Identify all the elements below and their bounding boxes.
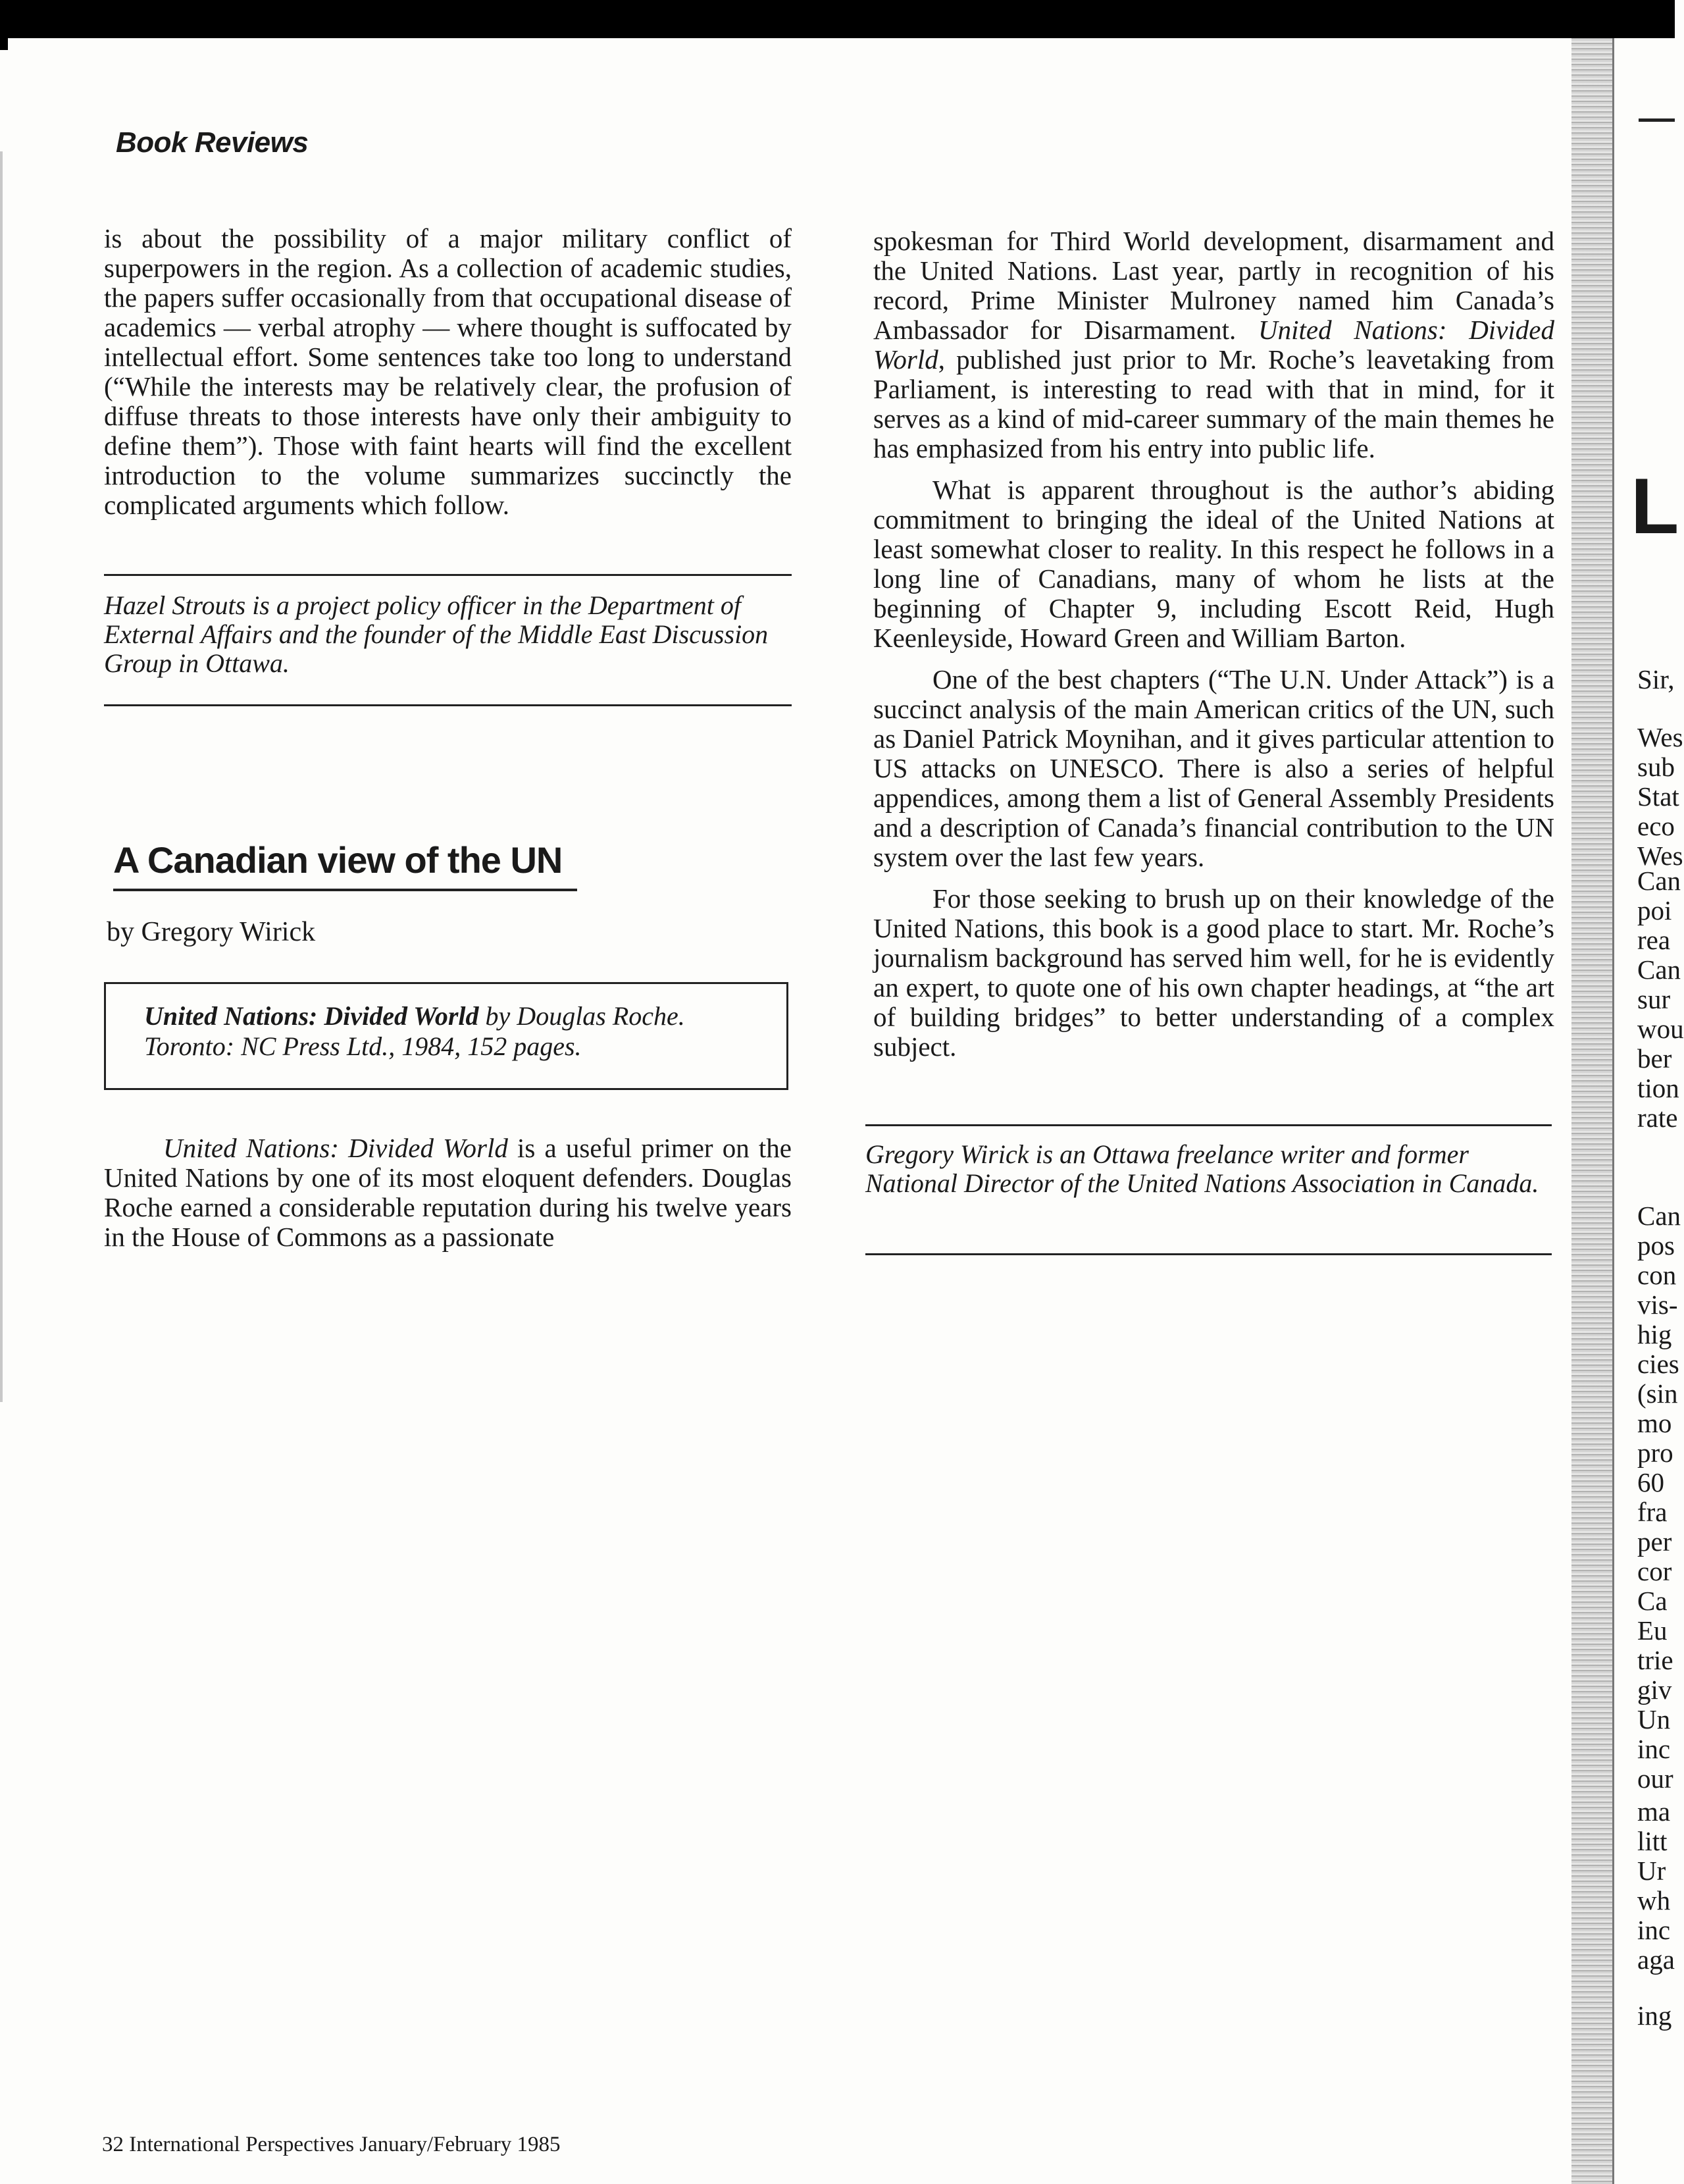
facing-page-column-group-4 (1637, 1797, 1677, 1975)
facing-page-line-fragment: inc (1637, 1734, 1671, 1764)
facing-page-line-fragment: rate (1637, 1103, 1678, 1133)
facing-page-column-group-5 (1637, 2001, 1677, 2031)
facing-page-column-group-1 (1637, 722, 1683, 871)
paragraph-3: One of the best chapters (“The U.N. Under Attack”) is a succinct analysis of the main American critics of the UN, such as Daniel Patrick Moynihan, and it gives particular attention to US attacks on UNESCO. There is also a series of helpful appendices, among them a list of General Assembly Presidents and a description of Canada’s financial contribution to the UN system over the last few years. (873, 664, 1554, 872)
opening-paragraph-text: is a useful primer on the United Nations by one of its most eloquent defenders. Douglas Roche earned a considerable reputation during his twelve years in the House of Commons as a passionate (104, 1133, 792, 1252)
facing-page-line-fragment: Can (1637, 866, 1681, 896)
book-publication: Toronto: NC Press Ltd., 1984, 152 pages. (144, 1031, 582, 1061)
scan-top-border (0, 0, 1675, 38)
page-footer: 32 International Perspectives January/February 1985 (102, 2133, 561, 2156)
facing-page-salutation: Sir, (1637, 664, 1675, 694)
facing-page-line-fragment: Un (1637, 1704, 1671, 1734)
left-column (104, 224, 792, 520)
facing-page-line-fragment: cies (1637, 1349, 1679, 1379)
scan-left-edge (0, 151, 3, 1402)
book-title: United Nations: Divided World (144, 1001, 479, 1031)
book-title-italic: United Nations: Divided World (163, 1133, 508, 1163)
facing-page-line-fragment: con (1637, 1260, 1677, 1290)
paragraph-2: What is apparent throughout is the author’s abiding commitment to bringing the ideal of the United Nations at least somewhat closer to reality. In this respect he follows in a long line of Canadians, many of whom he lists at the beginning of Chapter 9, including Escott Reid, Hugh Keenleyside, Howard Green and William Barton. (873, 475, 1554, 653)
facing-page-line-fragment: vis- (1637, 1289, 1678, 1320)
binding-gutter (1571, 38, 1612, 2184)
book-author: by Douglas Roche. (478, 1001, 685, 1031)
facing-page-line-fragment: fra (1637, 1497, 1668, 1527)
facing-page-line-fragment: Wes (1637, 722, 1683, 752)
facing-page-line-fragment: Eu (1637, 1615, 1668, 1646)
previous-reviewer-bio: Hazel Strouts is a project policy officer in the Department of External Affairs and the founder of the Middle East Discussion Group in Ottawa. (104, 590, 769, 678)
facing-page-line-fragment: Ur (1637, 1856, 1666, 1886)
divider-rule (104, 574, 792, 576)
facing-page-line-fragment: trie (1637, 1645, 1673, 1675)
paragraph-1-b: , published just prior to Mr. Roche’s leavetaking from Parliament, is interesting to read with that in mind, for it serves as a kind of mid-career summary of the main themes he has emphasized from his entry into public life. (873, 344, 1554, 463)
facing-page-line-fragment: ing (1637, 2000, 1672, 2031)
paragraph-1 (873, 226, 1554, 463)
book-citation-box (104, 982, 788, 1090)
facing-page-line-fragment: litt (1637, 1826, 1668, 1856)
right-column (873, 226, 1554, 1062)
facing-page-column-group-2 (1637, 866, 1684, 1133)
facing-page-line-fragment: wh (1637, 1885, 1671, 1915)
binding-gutter-edge (1612, 38, 1614, 2184)
facing-page-line-fragment: sur (1637, 984, 1671, 1014)
opening-paragraph (104, 1133, 792, 1252)
facing-page-heading: L (1631, 462, 1679, 550)
paragraph-4: For those seeking to brush up on their knowledge of the United Nations, this book is a good place to start. Mr. Roche’s journalism background has served him well, for he is evidently an expert, to quote one of his own chapter headings, at “the art of building bridges” to better understanding of a complex subject. (873, 883, 1554, 1062)
facing-page-line-fragment: rea (1637, 925, 1671, 955)
facing-page-line-fragment: pro (1637, 1438, 1673, 1468)
title-underline (113, 889, 577, 891)
facing-page-line-fragment: Ca (1637, 1586, 1668, 1616)
paragraph-1-a: spokesman for Third World development, disarmament and the United Nations. Last year, partly in recognition of his record, Prime Minister Mulroney named him Canada’s Ambassador for Disarmament. (873, 226, 1554, 345)
facing-page-line-fragment: poi (1637, 895, 1672, 925)
facing-page-line-fragment: pos (1637, 1230, 1675, 1261)
facing-page-line-fragment: eco (1637, 811, 1675, 841)
facing-page-line-fragment: per (1637, 1526, 1672, 1557)
facing-page-column-group-3 (1637, 1201, 1681, 1794)
facing-page-line-fragment: Can (1637, 954, 1681, 985)
facing-page-line-fragment: mo (1637, 1408, 1672, 1438)
facing-page-line-fragment: Can (1637, 1201, 1681, 1231)
facing-page-line-fragment: ber (1637, 1043, 1672, 1074)
divider-rule (865, 1124, 1552, 1126)
section-label: Book Reviews (116, 126, 309, 159)
divider-rule (865, 1253, 1552, 1255)
byline: by Gregory Wirick (107, 917, 316, 947)
review-opening (104, 1133, 792, 1252)
facing-page-line-fragment: sub (1637, 752, 1675, 782)
continued-paragraph: is about the possibility of a major military conflict of superpowers in the region. As a collection of academic studies, the papers suffer occasionally from that occupational disease of academics — verbal atrophy — where thought is suffocated by intellectual effort. Some sentences take too long to understand (“While the interests may be relatively clear, the profusion of diffuse threats to those interests have only their ambiguity to define them”). Those with faint hearts will find the excellent introduction to the volume summarizes succinctly the complicated arguments which follow. (104, 223, 792, 520)
citation-title-line (144, 1001, 786, 1031)
facing-page-line-fragment: cor (1637, 1556, 1672, 1586)
facing-page-line-fragment: wou (1637, 1014, 1684, 1044)
divider-rule (104, 704, 792, 706)
facing-page-line-fragment: aga (1637, 1944, 1675, 1975)
facing-page-rule (1639, 118, 1675, 122)
facing-page-line-fragment: our (1637, 1763, 1673, 1794)
facing-page-line-fragment: ma (1637, 1796, 1671, 1827)
facing-page-line-fragment: giv (1637, 1675, 1672, 1705)
facing-page-line-fragment: hig (1637, 1319, 1672, 1349)
facing-page-line-fragment: inc (1637, 1915, 1671, 1945)
facing-page-line-fragment: (sin (1637, 1378, 1678, 1409)
facing-page-line-fragment: Wes (1637, 841, 1683, 871)
reviewer-bio: Gregory Wirick is an Ottawa freelance writer and former National Director of the United Nations Association in Canada. (865, 1139, 1539, 1198)
facing-page-line-fragment: 60 (1637, 1467, 1664, 1497)
scan-corner-mark (0, 38, 8, 50)
review-title: A Canadian view of the UN (113, 839, 563, 881)
book-title-italic: United Nations: Divided World (873, 315, 1554, 375)
facing-page-line-fragment: tion (1637, 1073, 1679, 1103)
facing-page-line-fragment: Stat (1637, 781, 1679, 812)
